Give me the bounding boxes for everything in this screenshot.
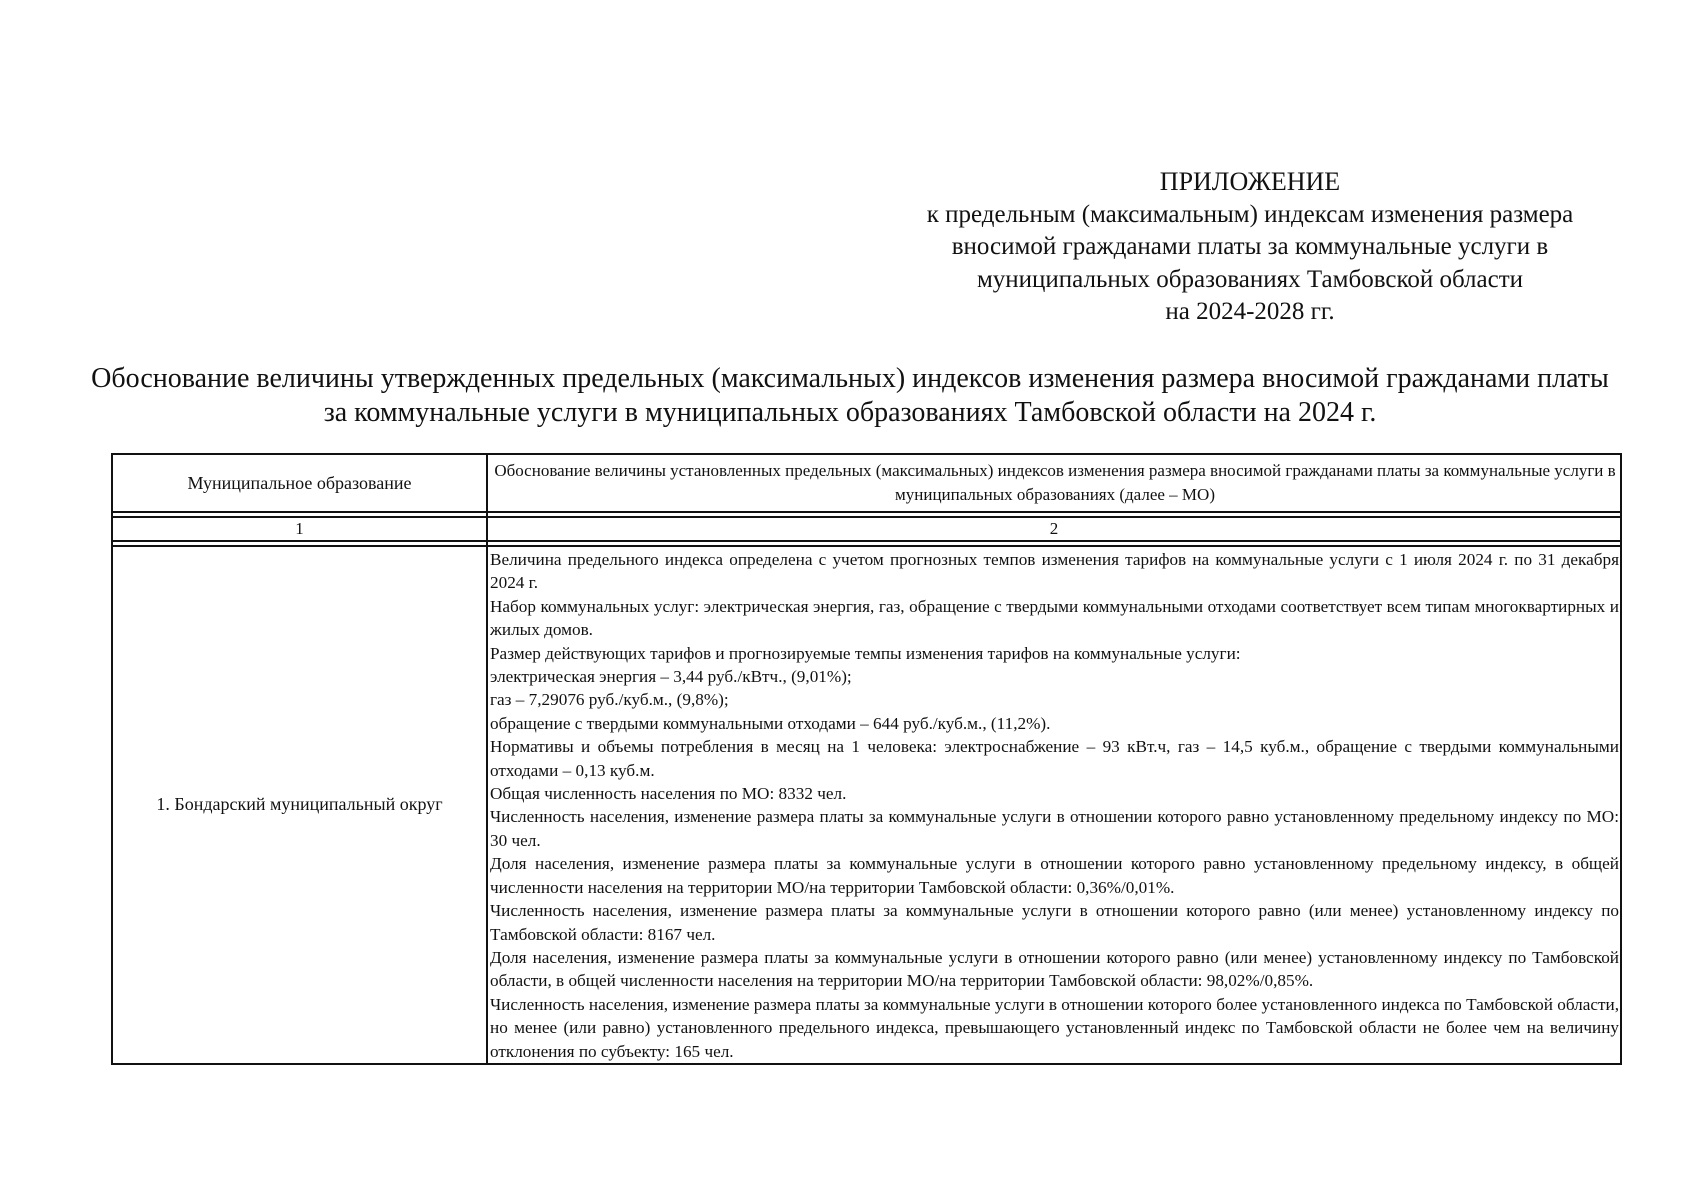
justification-paragraph: электрическая энергия – 3,44 руб./кВтч., (9,01%); (490, 667, 852, 687)
justification-paragraph: Численность населения, изменение размера платы за коммунальные услуги в отношении которого равно установленному предельному индексу по МО: 30 чел. (490, 807, 1619, 850)
justification-paragraph: Численность населения, изменение размера платы за коммунальные услуги в отношении которого равно (или менее) установленному индексу по Тамбовской области: 8167 чел. (490, 901, 1619, 944)
appendix-title: ПРИЛОЖЕНИЕ (1159, 167, 1341, 196)
appendix-line: на 2024-2028 гг. (1165, 298, 1335, 325)
column-number-2: 2 (487, 517, 1621, 541)
justification-paragraph: обращение с твердыми коммунальными отходами – 644 руб./куб.м., (11,2%). (490, 713, 1051, 733)
municipality-cell: 1. Бондарский муниципальный округ (112, 546, 487, 1064)
table-row (112, 546, 1621, 1064)
column-number-1: 1 (112, 517, 487, 541)
column-header-municipality: Муниципальное образование (112, 454, 487, 512)
appendix-header (850, 166, 1650, 329)
justification-paragraph: Доля населения, изменение размера платы за коммунальные услуги в отношении которого равно (или менее) установленному индексу по Тамбовской области, в общей численности населения на территории МО/на территории Тамбовской области: 98,02%/0,85%. (490, 947, 1619, 991)
justification-cell (487, 546, 1621, 1064)
justification-paragraph: Нормативы и объемы потребления в месяц на 1 человека: электроснабжение – 93 кВт.ч, газ – 14,5 куб.м., обращение с твердыми коммунальными отходами – 0,13 куб.м. (490, 737, 1619, 780)
justification-paragraph: Численность населения, изменение размера платы за коммунальные услуги в отношении которого более установленного индекса по Тамбовской области, но менее (или равно) установленного предельного индекса, превышающего установленный индекс по Тамбовской области не более чем на величину отклонения по субъекту: 165 чел. (490, 994, 1619, 1061)
table-header-row (112, 454, 1621, 512)
justification-paragraph: Общая численность населения по МО: 8332 чел. (490, 784, 847, 804)
justification-paragraph: Величина предельного индекса определена с учетом прогнозных темпов изменения тарифов на коммунальные услуги с 1 июля 2024 г. по 31 декабря 2024 г. (490, 550, 1619, 593)
appendix-line: муниципальных образованиях Тамбовской области (976, 265, 1524, 293)
justification-paragraph: Набор коммунальных услуг: электрическая энергия, газ, обращение с твердыми коммунальными отходами соответствует всем типам многоквартирных и жилых домов. (490, 596, 1619, 640)
column-header-justification: Обоснование величины установленных предельных (максимальных) индексов изменения размера вносимой гражданами платы за коммунальные услуги в муниципальных образованиях (далее – МО) (487, 454, 1621, 512)
justification-table (111, 453, 1622, 1065)
document-title-line: за коммунальные услуги в муниципальных образованиях Тамбовской области на 2024 г. (323, 397, 1377, 428)
appendix-line: вносимой гражданами платы за коммунальные услуги в (951, 233, 1549, 260)
justification-paragraph: Размер действующих тарифов и прогнозируемые темпы изменения тарифов на коммунальные услуги: (490, 643, 1241, 663)
column-number-row (112, 517, 1621, 541)
document-title (70, 362, 1630, 430)
document-title-line: Обоснование величины утвержденных предельных (максимальных) индексов изменения размера вносимой гражданами платы (91, 363, 1609, 394)
justification-paragraph: Доля населения, изменение размера платы за коммунальные услуги в отношении которого равно установленному предельному индексу, в общей численности населения на территории МО/на территории Тамбовской области: 0,36%/0,01%. (490, 854, 1619, 897)
appendix-line: к предельным (максимальным) индексам изменения размера (926, 200, 1574, 228)
justification-paragraph: газ – 7,29076 руб./куб.м., (9,8%); (490, 690, 729, 710)
